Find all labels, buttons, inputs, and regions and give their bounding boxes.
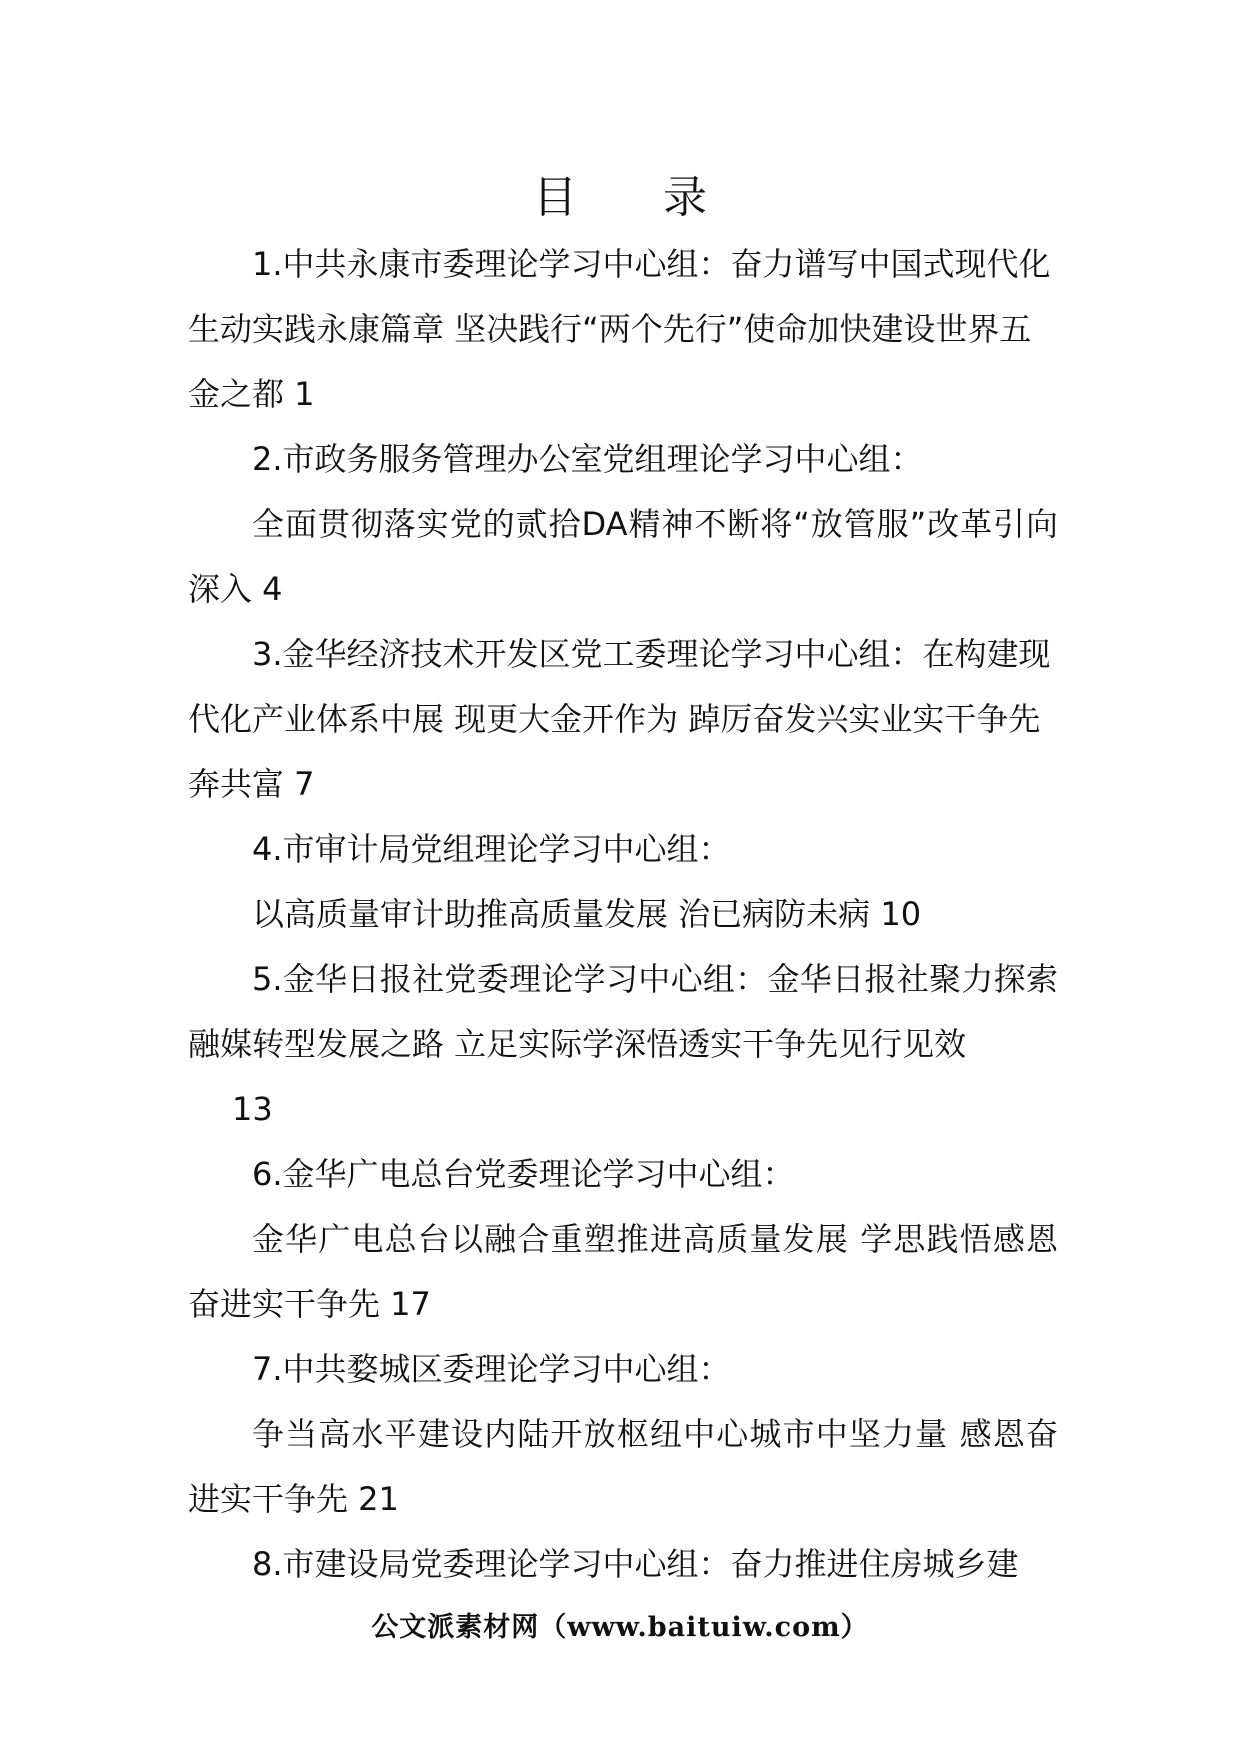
- toc-entry-7-head: 7.中共婺城区委理论学习中心组：: [252, 1350, 731, 1388]
- toc-title: 目 录: [533, 172, 743, 223]
- toc-entry-2[interactable]: [188, 427, 1058, 622]
- toc-entry-6-head: 6.金华广电总台党委理论学习中心组：: [252, 1155, 795, 1193]
- table-of-contents: [188, 232, 1058, 1597]
- toc-entry-4-sub: 以高质量审计助推高质量发展 治已病防未病 10: [252, 895, 922, 933]
- toc-entry-5[interactable]: [188, 947, 1058, 1142]
- toc-entry-7-sub: 争当高水平建设内陆开放枢纽中心城市中坚力量 感恩奋进实干争先 21: [188, 1415, 1058, 1518]
- footer-watermark: 公文派素材网（www.baituiw.com）: [371, 1612, 869, 1643]
- toc-entry-4[interactable]: [188, 817, 1058, 947]
- toc-entry-1[interactable]: [188, 232, 1058, 427]
- toc-entry-6-sub: 金华广电总台以融合重塑推进高质量发展 学思践悟感恩奋进实干争先 17: [188, 1220, 1058, 1323]
- toc-entry-3-text: 3.金华经济技术开发区党工委理论学习中心组：在构建现代化产业体系中展 现更大金开作为 踔厉奋发兴实业实干争先奔共富 7: [188, 635, 1051, 803]
- toc-entry-5-page: 13: [232, 1090, 273, 1128]
- toc-entry-8[interactable]: [188, 1532, 1058, 1597]
- toc-entry-3[interactable]: [188, 622, 1058, 817]
- toc-entry-8-text: 8.市建设局党委理论学习中心组：奋力推进住房城乡建: [252, 1545, 1019, 1583]
- toc-entry-2-head: 2.市政务服务管理办公室党组理论学习中心组：: [252, 440, 923, 478]
- toc-entry-5-text: 5.金华日报社党委理论学习中心组：金华日报社聚力探索融媒转型发展之路 立足实际学深悟透实干争先见行见效: [188, 960, 1058, 1063]
- toc-entry-1-text: 1.中共永康市委理论学习中心组：奋力谱写中国式现代化生动实践永康篇章 坚决践行“两个先行”使命加快建设世界五金之都 1: [188, 245, 1051, 413]
- toc-entry-2-sub: 全面贯彻落实党的贰拾DA精神不断将“放管服”改革引向深入 4: [188, 505, 1058, 608]
- toc-entry-4-head: 4.市审计局党组理论学习中心组：: [252, 830, 731, 868]
- toc-entry-7[interactable]: [188, 1337, 1058, 1532]
- toc-entry-6[interactable]: [188, 1142, 1058, 1337]
